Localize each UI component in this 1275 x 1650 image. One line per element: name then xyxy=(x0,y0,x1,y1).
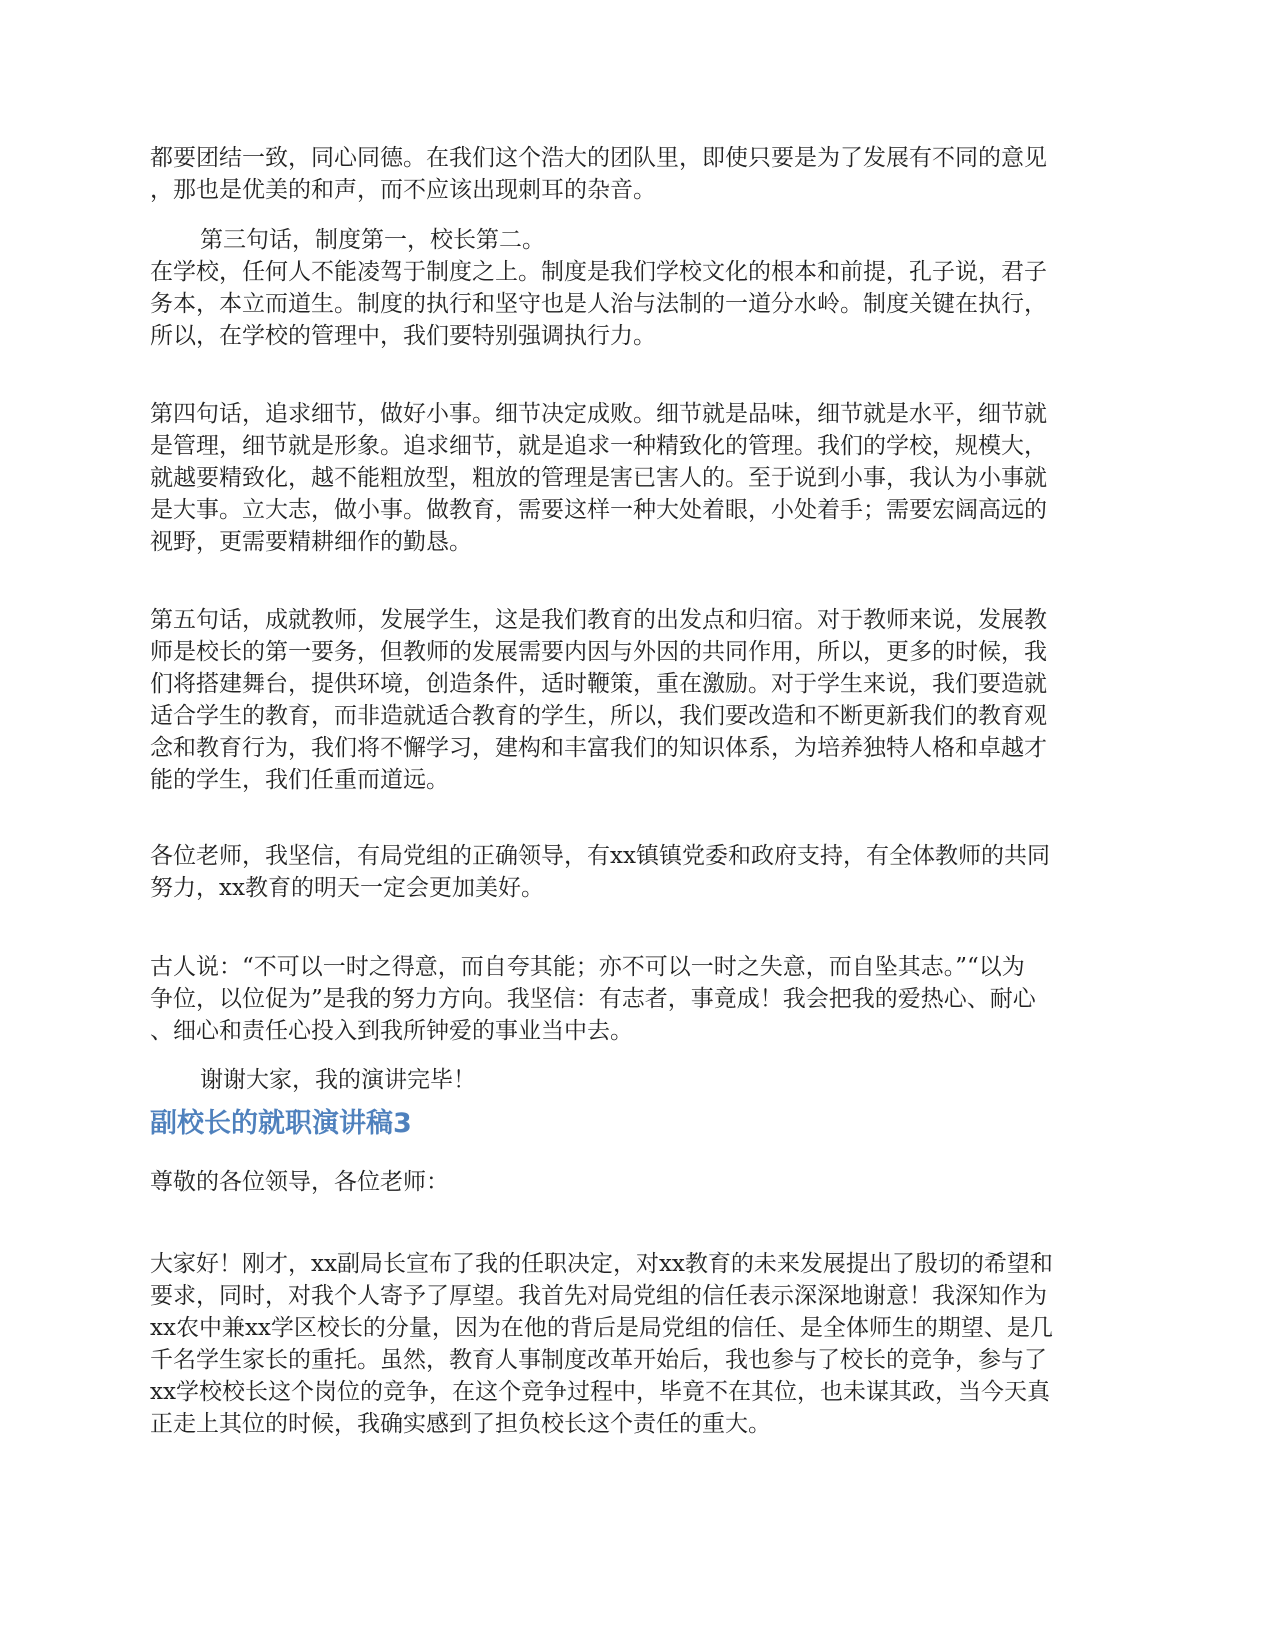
text-line: 师是校长的第一要务，但教师的发展需要内因与外因的共同作用，所以，更多的时候，我 xyxy=(150,639,1047,665)
text-line: 都要团结一致，同心同德。在我们这个浩大的团队里，即使只要是为了发展有不同的意见 xyxy=(150,145,1047,171)
text-line: 第五句话，成就教师，发展学生，这是我们教育的出发点和归宿。对于教师来说，发展教 xyxy=(150,607,1047,633)
text-line: 努力，xx教育的明天一定会更加美好。 xyxy=(150,875,544,901)
text-line: 大家好！刚才，xx副局长宣布了我的任职决定，对xx教育的未来发展提出了殷切的希望和 xyxy=(150,1251,1053,1277)
text-line: 千名学生家长的重托。虽然，教育人事制度改革开始后，我也参与了校长的竞争，参与了 xyxy=(150,1347,1047,1373)
text-line: xx学校校长这个岗位的竞争，在这个竞争过程中，毕竟不在其位，也未谋其政，当今天真 xyxy=(150,1379,1050,1405)
paragraph-ancient-saying xyxy=(150,951,1130,1047)
text-line: 是大事。立大志，做小事。做教育，需要这样一种大处着眼，小处着手；需要宏阔高远的 xyxy=(150,497,1047,523)
text-line: 是管理，细节就是形象。追求细节，就是追求一种精致化的管理。我们的学校，规模大， xyxy=(150,433,1047,459)
text-line: 谢谢大家，我的演讲完毕！ xyxy=(200,1067,476,1093)
text-line: 视野，更需要精耕细作的勤恳。 xyxy=(150,529,472,555)
section-heading: 副校长的就职演讲稿3 xyxy=(150,1108,412,1139)
paragraph-teachers-students xyxy=(150,604,1130,796)
text-line: 念和教育行为，我们将不懈学习，建构和丰富我们的知识体系，为培养独特人格和卓越才 xyxy=(150,735,1047,761)
text-line: 正走上其位的时候，我确实感到了担负校长这个责任的重大。 xyxy=(150,1411,771,1437)
text-line: 在学校，任何人不能凌驾于制度之上。制度是我们学校文化的根本和前提，孔子说，君子 xyxy=(150,259,1047,285)
paragraph-salutation xyxy=(150,1166,1130,1198)
text-line: 尊敬的各位领导，各位老师： xyxy=(150,1169,449,1195)
text-line: 务本，本立而道生。制度的执行和坚守也是人治与法制的一道分水岭。制度关键在执行， xyxy=(150,291,1047,317)
text-line: 所以，在学校的管理中，我们要特别强调执行力。 xyxy=(150,323,656,349)
paragraph-unity xyxy=(150,142,1130,206)
text-line: 争位，以位促为”是我的努力方向。我坚信：有志者，事竟成！我会把我的爱热心、耐心 xyxy=(150,986,1036,1012)
paragraph-greeting xyxy=(150,1248,1130,1440)
text-line: 能的学生，我们任重而道远。 xyxy=(150,767,449,793)
text-line: 第四句话，追求细节，做好小事。细节决定成败。细节就是品味，细节就是水平，细节就 xyxy=(150,401,1047,427)
text-line: 就越要精致化，越不能粗放型，粗放的管理是害已害人的。至于说到小事，我认为小事就 xyxy=(150,465,1047,491)
paragraph-details xyxy=(150,398,1130,558)
paragraph-belief xyxy=(150,840,1130,904)
paragraph-third-point xyxy=(150,224,1180,256)
paragraph-thanks xyxy=(150,1064,1180,1096)
text-line: 古人说：“不可以一时之得意，而自夸其能；亦不可以一时之失意，而自坠其志。”“以为 xyxy=(150,954,1025,980)
text-line: 各位老师，我坚信，有局党组的正确领导，有xx镇镇党委和政府支持，有全体教师的共同 xyxy=(150,843,1050,869)
text-line: 适合学生的教育，而非造就适合教育的学生，所以，我们要改造和不断更新我们的教育观 xyxy=(150,703,1047,729)
paragraph-system xyxy=(150,256,1130,352)
text-line: 、细心和责任心投入到我所钟爱的事业当中去。 xyxy=(150,1018,633,1044)
text-line: 要求，同时，对我个人寄予了厚望。我首先对局党组的信任表示深深地谢意！我深知作为 xyxy=(150,1283,1047,1309)
text-line: 们将搭建舞台，提供环境，创造条件，适时鞭策，重在激励。对于学生来说，我们要造就 xyxy=(150,671,1047,697)
text-line: 第三句话，制度第一，校长第二。 xyxy=(200,227,545,253)
text-line: xx农中兼xx学区校长的分量，因为在他的背后是局党组的信任、是全体师生的期望、是几 xyxy=(150,1315,1053,1341)
text-line: ，那也是优美的和声，而不应该出现刺耳的杂音。 xyxy=(150,177,656,203)
